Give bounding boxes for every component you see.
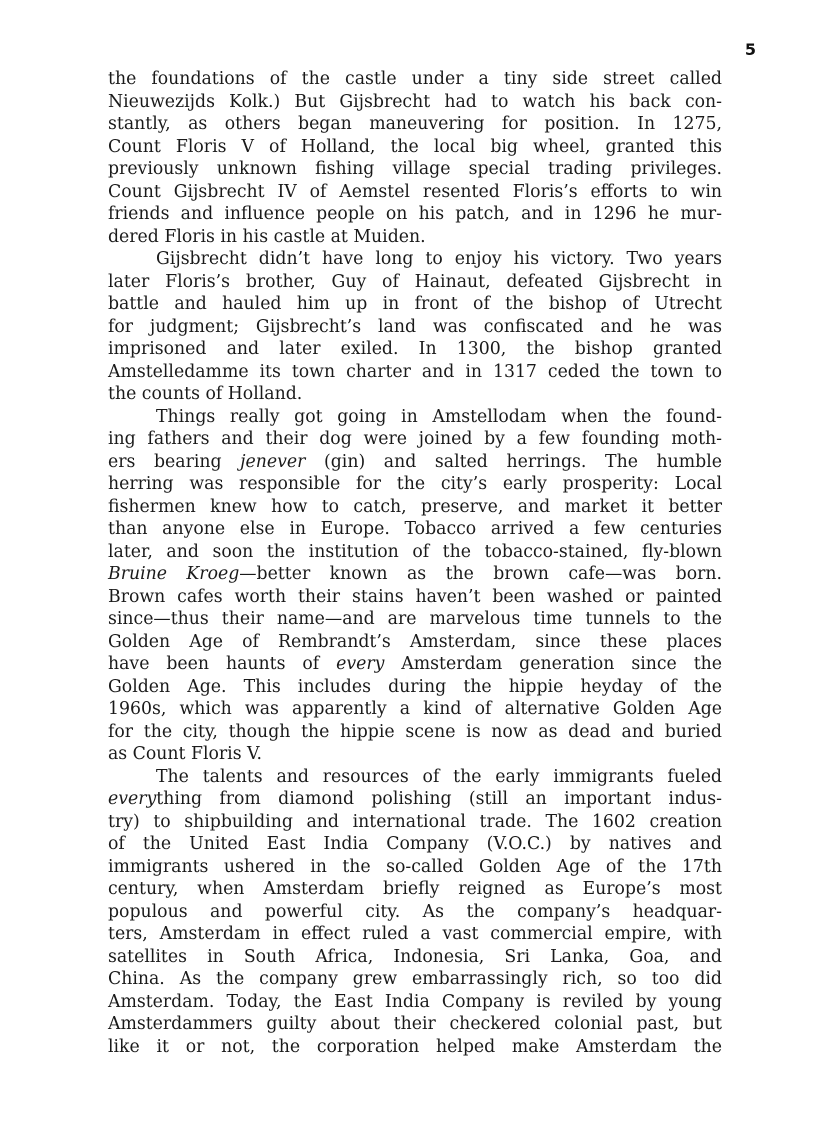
text-line: ters, Amsterdam in effect ruled a vast commercial empire, with xyxy=(108,924,722,944)
text-line: have been haunts of every Amsterdam generation since the xyxy=(108,654,722,674)
body-text xyxy=(108,68,722,1058)
text-line: than anyone else in Europe. Tobacco arrived a few centuries xyxy=(108,519,722,539)
text-line: everything from diamond polishing (still an important indus- xyxy=(108,789,722,809)
text-line: Bruine Kroeg—better known as the brown cafe—was born. xyxy=(108,564,722,584)
italic-phrase: Bruine Kroeg xyxy=(108,564,240,584)
text-line: Golden Age. This includes during the hippie heyday of the xyxy=(108,676,722,697)
text-line: stantly, as others began maneuvering for position. In 1275, xyxy=(108,114,722,134)
text-line: later, and soon the institution of the tobacco-stained, fly-blown xyxy=(108,541,722,562)
text-line: Nieuwezijds Kolk.) But Gijsbrecht had to watch his back con- xyxy=(108,91,722,112)
text-line: the foundations of the castle under a tiny side street called xyxy=(108,69,722,89)
text-line: China. As the company grew embarrassingly rich, so too did xyxy=(108,969,722,989)
text-line: previously unknown fishing village special trading privileges. xyxy=(108,159,722,179)
text-line: Count Floris V of Holland, the local big wheel, granted this xyxy=(108,136,722,157)
italic-phrase: every xyxy=(108,789,157,809)
text-line: century, when Amsterdam briefly reigned as Europe’s most xyxy=(108,879,722,899)
text-line: Count Gijsbrecht IV of Aemstel resented Floris’s efforts to win xyxy=(108,181,722,202)
text-line: dered Floris in his castle at Muiden. xyxy=(108,226,426,247)
text-line: satellites in South Africa, Indonesia, Sri Lanka, Goa, and xyxy=(108,946,722,967)
text-line: for the city, though the hippie scene is now as dead and buried xyxy=(108,721,722,742)
text-line: the counts of Holland. xyxy=(108,384,303,404)
text-line: ers bearing jenever (gin) and salted herrings. The humble xyxy=(108,451,722,472)
text-line: herring was responsible for the city’s early prosperity: Local xyxy=(108,474,722,494)
text-line: Things really got going in Amstellodam when the found- xyxy=(156,406,722,427)
text-line: Golden Age of Rembrandt’s Amsterdam, since these places xyxy=(108,631,722,652)
text-line: for judgment; Gijsbrecht’s land was confiscated and he was xyxy=(108,316,722,337)
text-line: 1960s, which was apparently a kind of alternative Golden Age xyxy=(108,699,722,719)
text-line: Gijsbrecht didn’t have long to enjoy his victory. Two years xyxy=(156,249,722,269)
text-line: Brown cafes worth their stains haven’t been washed or painted xyxy=(108,586,722,607)
text-line: imprisoned and later exiled. In 1300, the bishop granted xyxy=(108,339,722,359)
text-line: battle and hauled him up in front of the bishop of Utrecht xyxy=(108,294,722,314)
text-line: The talents and resources of the early immigrants fueled xyxy=(156,766,722,787)
text-line: Amstelledamme its town charter and in 1317 ceded the town to xyxy=(108,361,722,382)
text-line: Amsterdam. Today, the East India Company is reviled by young xyxy=(108,991,722,1012)
text-line: of the United East India Company (V.O.C.) by natives and xyxy=(108,834,722,854)
text-line: since—thus their name—and are marvelous time tunnels to the xyxy=(108,609,722,629)
italic-phrase: every xyxy=(336,654,385,674)
text-line: later Floris’s brother, Guy of Hainaut, defeated Gijsbrecht in xyxy=(108,271,722,292)
text-line: like it or not, the corporation helped make Amsterdam the xyxy=(108,1036,722,1057)
text-line: populous and powerful city. As the company’s headquar- xyxy=(108,901,722,922)
text-line: ing fathers and their dog were joined by a few founding moth- xyxy=(108,429,722,449)
italic-phrase: jenever xyxy=(240,451,306,472)
text-line: as Count Floris V. xyxy=(108,744,263,764)
text-line: friends and influence people on his patch, and in 1296 he mur- xyxy=(108,204,722,224)
text-line: try) to shipbuilding and international trade. The 1602 creation xyxy=(108,811,722,832)
page-number: 5 xyxy=(744,40,756,59)
text-line: immigrants ushered in the so-called Golden Age of the 17th xyxy=(108,856,722,877)
text-line: fishermen knew how to catch, preserve, and market it better xyxy=(108,496,722,517)
text-line: Amsterdammers guilty about their checkered colonial past, but xyxy=(108,1014,722,1034)
